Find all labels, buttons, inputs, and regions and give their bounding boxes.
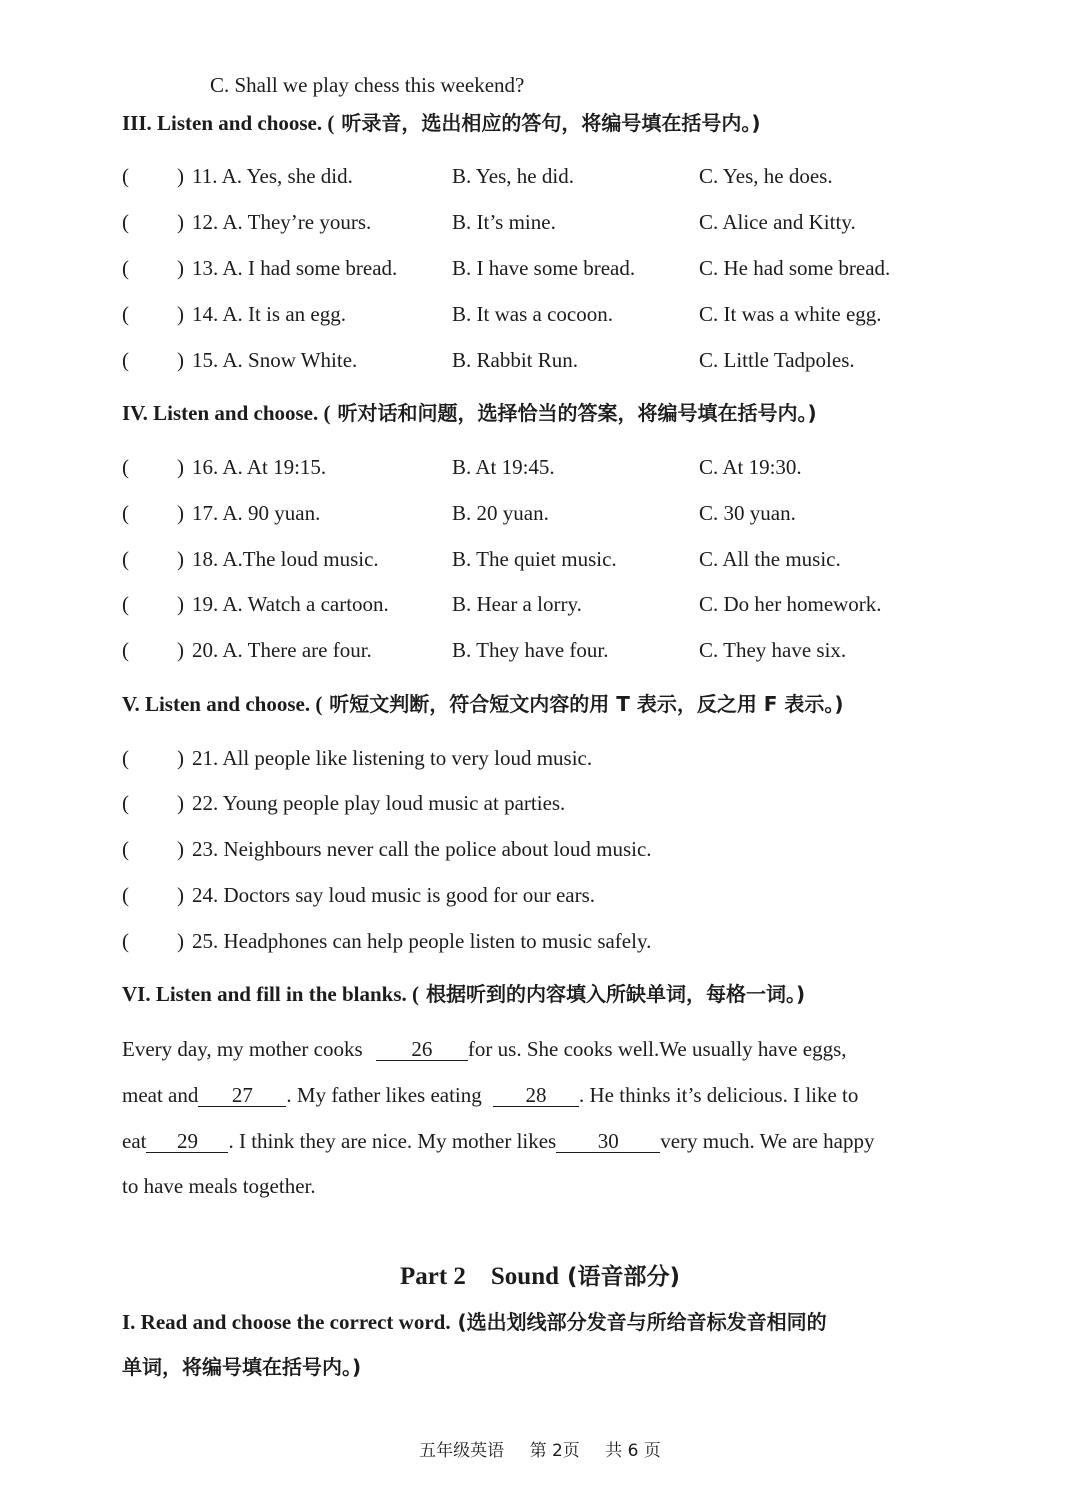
answer-paren-open: ( [122, 164, 129, 188]
question-11-option-b: B. Yes, he did. [452, 164, 574, 188]
question-15-option-a: 15. A. Snow White. [192, 348, 358, 372]
question-11-option-c: C. Yes, he does. [699, 164, 833, 188]
answer-paren-close: ) [177, 256, 184, 280]
answer-paren-open: ( [122, 210, 129, 234]
passage-line-1: Every day, my mother cooks 26 for us. She cooks well.We usually have eggs, [122, 1037, 847, 1061]
section-vi-heading [122, 984, 805, 1005]
section-vi-heading-en: VI. Listen and fill in the blanks. ( [122, 982, 419, 1006]
answer-paren-close: ) [177, 164, 184, 188]
question-13 [122, 258, 962, 286]
question-18-option-a: 18. A.The loud music. [192, 547, 379, 571]
part-2-title-cn: (语音部分) [559, 1264, 681, 1290]
question-16-option-c: C. At 19:30. [699, 455, 802, 479]
section-v-heading [122, 694, 844, 715]
footer-page-number: 第 2页 [529, 1441, 580, 1461]
question-12-option-a: 12. A. They’re yours. [192, 210, 372, 234]
question-21 [122, 748, 962, 776]
question-19-option-b: B. Hear a lorry. [452, 592, 582, 616]
blank-29[interactable]: 29 [146, 1130, 228, 1153]
question-12 [122, 212, 962, 240]
answer-paren-close: ) [177, 837, 184, 861]
section-iii-heading-en: III. Listen and choose. ( [122, 111, 335, 135]
answer-paren-close: ) [177, 746, 184, 770]
question-15-option-c: C. Little Tadpoles. [699, 348, 855, 372]
question-25-statement: 25. Headphones can help people listen to music safely. [192, 929, 652, 953]
question-17-option-b: B. 20 yuan. [452, 501, 549, 525]
part-2-section-i-heading-line-2 [122, 1357, 361, 1378]
blank-27[interactable]: 27 [198, 1084, 286, 1107]
question-21-statement: 21. All people like listening to very loud music. [192, 746, 593, 770]
part-2-section-i-heading-cn-2: 单词，将编号填在括号内。) [122, 1355, 362, 1379]
answer-paren-close: ) [177, 929, 184, 953]
answer-paren-open: ( [122, 302, 129, 326]
question-13-option-a: 13. A. I had some bread. [192, 256, 398, 280]
answer-paren-close: ) [177, 638, 184, 662]
section-v-heading-en: V. Listen and choose. ( [122, 692, 323, 716]
answer-paren-open: ( [122, 455, 129, 479]
question-18 [122, 549, 962, 577]
question-20-option-b: B. They have four. [452, 638, 609, 662]
passage-line-4: to have meals together. [122, 1174, 316, 1198]
question-19-option-a: 19. A. Watch a cartoon. [192, 592, 389, 616]
answer-paren-close: ) [177, 210, 184, 234]
section-iv-heading-cn: 听对话和问题，选择恰当的答案，将编号填在括号内。) [330, 401, 817, 425]
question-20-option-c: C. They have six. [699, 638, 847, 662]
answer-paren-open: ( [122, 592, 129, 616]
question-20 [122, 640, 962, 668]
answer-paren-open: ( [122, 256, 129, 280]
question-22 [122, 793, 962, 821]
answer-paren-close: ) [177, 791, 184, 815]
answer-paren-open: ( [122, 837, 129, 861]
question-16-option-b: B. At 19:45. [452, 455, 555, 479]
question-22-statement: 22. Young people play loud music at parties. [192, 791, 566, 815]
section-iii-heading-cn: 听录音，选出相应的答句，将编号填在括号内。) [334, 111, 761, 135]
question-24 [122, 885, 962, 913]
question-12-option-b: B. It’s mine. [452, 210, 556, 234]
part-2-section-i-heading [122, 1312, 827, 1333]
section-iv-heading [122, 403, 817, 424]
section-v-heading-cn: 听短文判断，符合短文内容的用 T 表示，反之用 F 表示。) [322, 692, 844, 716]
question-19-option-c: C. Do her homework. [699, 592, 882, 616]
answer-paren-close: ) [177, 547, 184, 571]
section-iv-heading-en: IV. Listen and choose. ( [122, 401, 331, 425]
previous-option-c: C. Shall we play chess this weekend? [210, 73, 525, 97]
question-17-option-c: C. 30 yuan. [699, 501, 796, 525]
answer-paren-open: ( [122, 883, 129, 907]
question-18-option-b: B. The quiet music. [452, 547, 617, 571]
question-13-option-c: C. He had some bread. [699, 256, 891, 280]
section-iii-heading [122, 113, 760, 134]
question-18-option-c: C. All the music. [699, 547, 841, 571]
question-16-option-a: 16. A. At 19:15. [192, 455, 327, 479]
question-13-option-b: B. I have some bread. [452, 256, 636, 280]
passage-line-2: meat and 27 . My father likes eating 28 . He thinks it’s delicious. I like to [122, 1083, 859, 1107]
answer-paren-open: ( [122, 791, 129, 815]
answer-paren-close: ) [177, 348, 184, 372]
part-2-section-i-heading-cn-1: (选出划线部分发音与所给音标发音相同的 [450, 1310, 827, 1334]
question-14-option-c: C. It was a white egg. [699, 302, 882, 326]
part-2-section-i-heading-en: I. Read and choose the correct word. [122, 1310, 451, 1334]
answer-paren-open: ( [122, 501, 129, 525]
answer-paren-close: ) [177, 302, 184, 326]
answer-paren-open: ( [122, 638, 129, 662]
question-14-option-a: 14. A. It is an egg. [192, 302, 346, 326]
answer-paren-open: ( [122, 547, 129, 571]
blank-30[interactable]: 30 [556, 1130, 660, 1153]
section-vi-heading-cn: 根据听到的内容填入所缺单词，每格一词。) [419, 982, 806, 1006]
part-2-title-en: Part 2 Sound [399, 1263, 560, 1290]
answer-paren-open: ( [122, 348, 129, 372]
footer-total-pages: 共 6 页 [605, 1441, 661, 1461]
question-20-option-a: 20. A. There are four. [192, 638, 372, 662]
answer-paren-close: ) [177, 883, 184, 907]
question-23-statement: 23. Neighbours never call the police about loud music. [192, 837, 652, 861]
answer-paren-close: ) [177, 501, 184, 525]
question-23 [122, 839, 962, 867]
question-15 [122, 350, 962, 378]
question-11 [122, 166, 962, 194]
part-2-title [0, 1258, 1080, 1291]
question-15-option-b: B. Rabbit Run. [452, 348, 579, 372]
question-12-option-c: C. Alice and Kitty. [699, 210, 856, 234]
question-17 [122, 503, 962, 531]
question-14-option-b: B. It was a cocoon. [452, 302, 613, 326]
question-17-option-a: 17. A. 90 yuan. [192, 501, 321, 525]
blank-28[interactable]: 28 [493, 1084, 579, 1107]
answer-paren-open: ( [122, 746, 129, 770]
question-24-statement: 24. Doctors say loud music is good for our ears. [192, 883, 596, 907]
blank-26[interactable]: 26 [376, 1038, 468, 1061]
question-16 [122, 457, 962, 485]
passage-line-3: eat 29 . I think they are nice. My mother likes 30 very much. We are happy [122, 1129, 875, 1153]
footer-grade: 五年级英语 [419, 1441, 505, 1461]
question-25 [122, 931, 962, 959]
answer-paren-open: ( [122, 929, 129, 953]
question-11-option-a: 11. A. Yes, she did. [192, 164, 353, 188]
answer-paren-close: ) [177, 592, 184, 616]
question-14 [122, 304, 962, 332]
question-19 [122, 594, 962, 622]
answer-paren-close: ) [177, 455, 184, 479]
page-footer [0, 1436, 1080, 1461]
